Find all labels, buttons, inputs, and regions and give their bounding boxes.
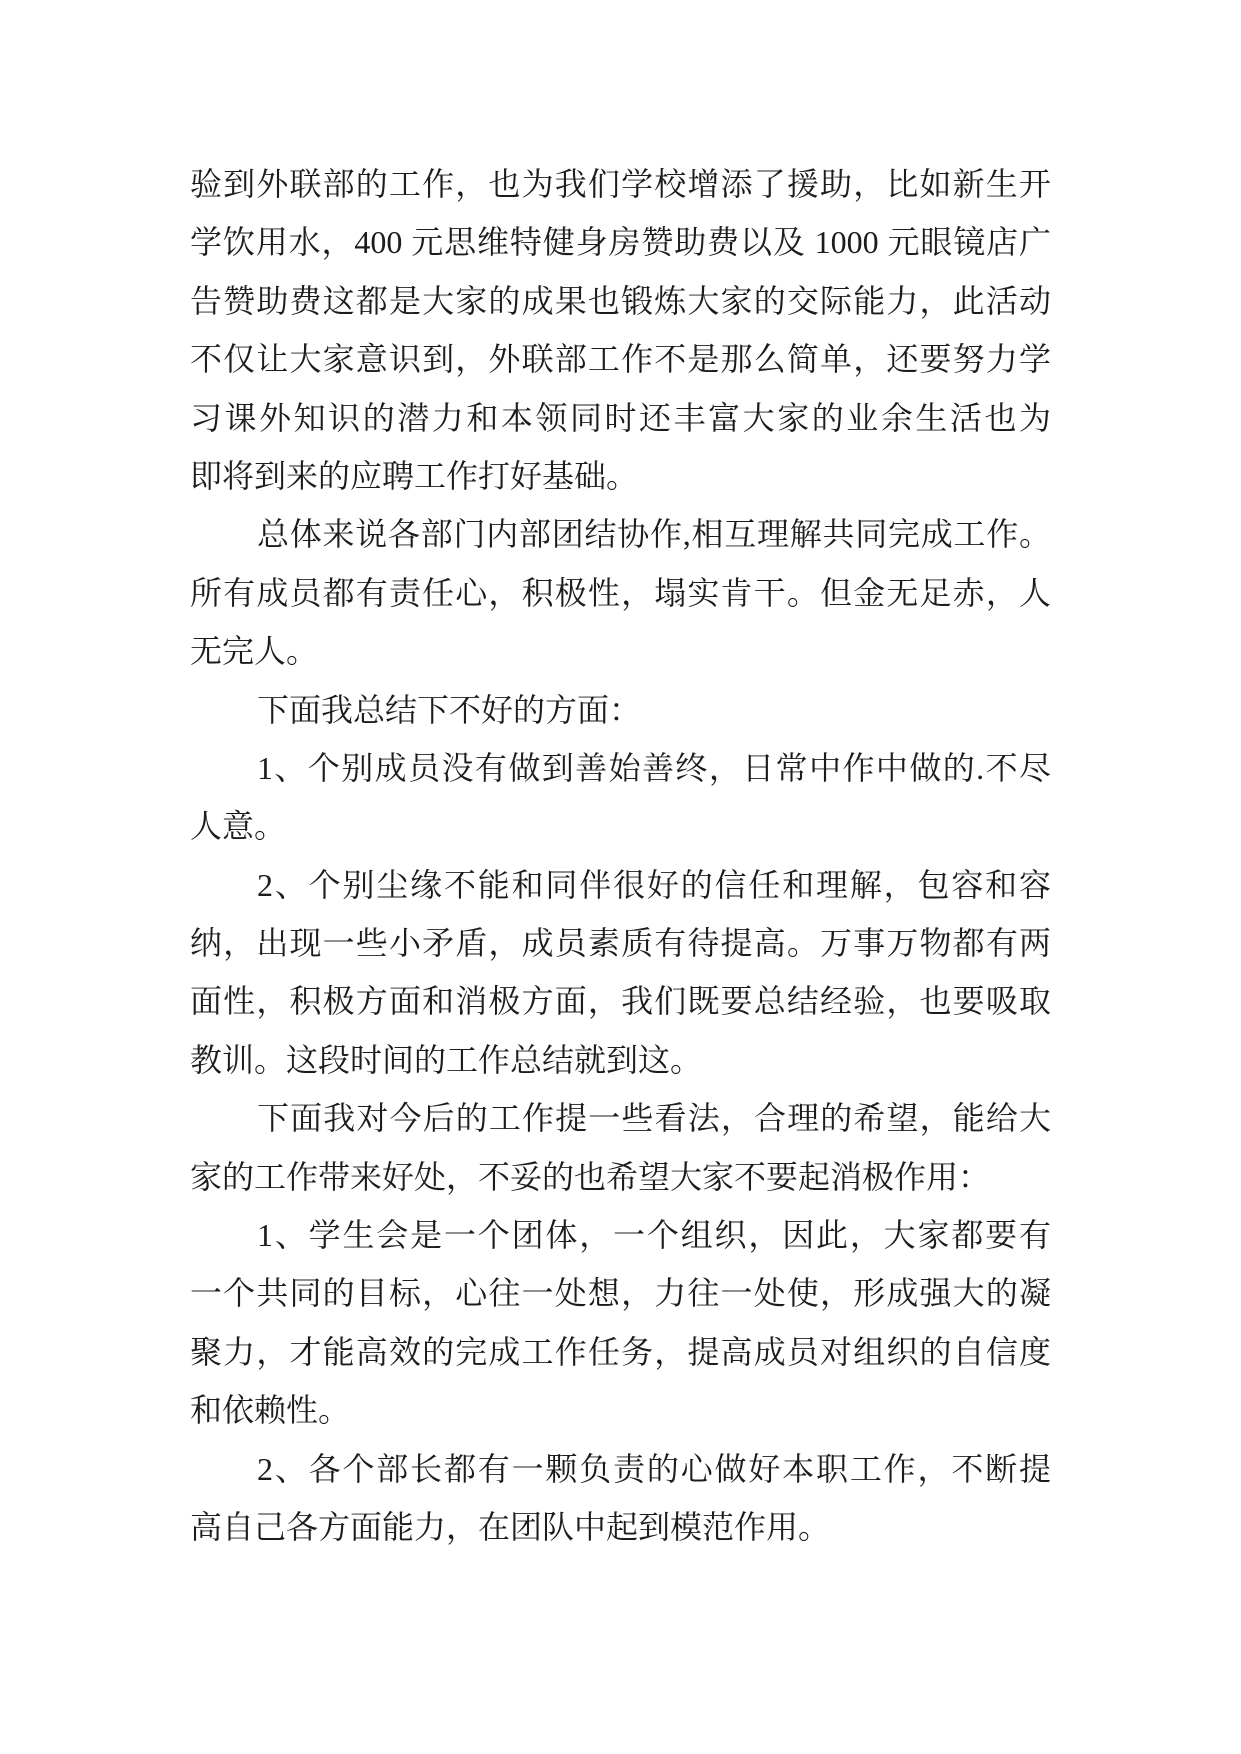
text-line: 无完人。: [190, 633, 319, 670]
paragraph: [190, 1440, 1051, 1557]
text-line: 不仅让大家意识到，外联部工作不是那么简单，还要努力学: [190, 341, 1051, 378]
text-line: 高自己各方面能力，在团队中起到模范作用。: [190, 1508, 831, 1545]
text-line: 下面我总结下不好的方面：: [257, 691, 642, 728]
text-line: 家的工作带来好处，不妥的也希望大家不要起消极作用：: [190, 1158, 991, 1195]
text-line: 即将到来的应聘工作打好基础。: [190, 457, 639, 494]
text-line: 一个共同的目标，心往一处想，力往一处使，形成强大的凝: [190, 1275, 1051, 1312]
paragraph: [190, 1206, 1051, 1440]
text-line: 学饮用水，400 元思维特健身房赞助费以及 1000 元眼镜店广: [190, 224, 1051, 261]
text-line: 和依赖性。: [190, 1392, 351, 1429]
text-line: 2、个别尘缘不能和同伴很好的信任和理解，包容和容: [257, 866, 1051, 903]
paragraph: [190, 1089, 1051, 1206]
text-line: 告赞助费这都是大家的成果也锻炼大家的交际能力，此活动: [190, 282, 1051, 319]
text-line: 人意。: [190, 808, 287, 845]
text-line: 2、各个部长都有一颗负责的心做好本职工作，不断提: [257, 1450, 1051, 1487]
text-line: 纳，出现一些小矛盾，成员素质有待提高。万事万物都有两: [190, 925, 1051, 962]
text-line: 1、个别成员没有做到善始善终，日常中作中做的.不尽: [257, 749, 1051, 786]
paragraph: [190, 505, 1051, 680]
text-line: 面性，积极方面和消极方面，我们既要总结经验，也要吸取: [190, 983, 1051, 1020]
text-line: 总体来说各部门内部团结协作,相互理解共同完成工作。: [257, 516, 1051, 553]
paragraph: [190, 681, 1051, 739]
text-line: 习课外知识的潜力和本领同时还丰富大家的业余生活也为: [190, 399, 1051, 436]
text-line: 1、学生会是一个团体，一个组织，因此，大家都要有: [257, 1217, 1051, 1254]
text-line: 所有成员都有责任心，积极性，塌实肯干。但金无足赤，人: [190, 574, 1051, 611]
paragraph: [190, 856, 1051, 1090]
text-line: 教训。这段时间的工作总结就到这。: [190, 1041, 703, 1078]
text-line: 验到外联部的工作，也为我们学校增添了援助，比如新生开: [190, 166, 1051, 202]
text-line: 聚力，才能高效的完成工作任务，提高成员对组织的自信度: [190, 1333, 1051, 1370]
document-body: [190, 155, 1051, 1556]
paragraph: [190, 155, 1051, 505]
text-line: 下面我对今后的工作提一些看法，合理的希望，能给大: [257, 1100, 1051, 1137]
paragraph: [190, 739, 1051, 856]
